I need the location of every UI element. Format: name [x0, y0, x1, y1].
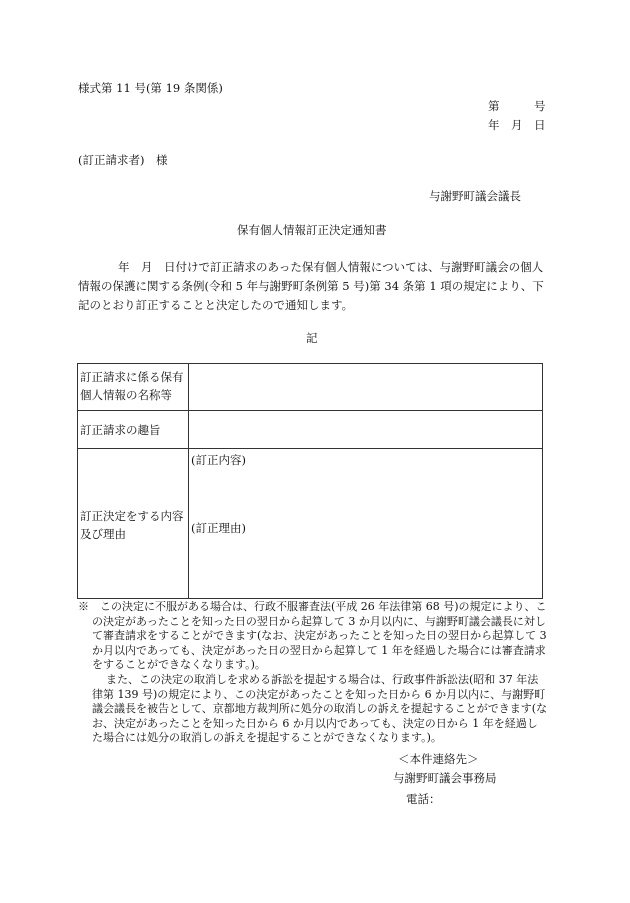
row1-label-line2: 個人情報の名称等 [80, 388, 172, 402]
contact-header: ＜本件連絡先＞ [398, 752, 479, 766]
form-number: 様式第 11 号(第 19 条関係) [78, 81, 223, 95]
table-row [78, 411, 542, 449]
note-paragraph-1: ※ この決定に不服がある場合は、行政不服審査法(平成 26 年法律第 68 号)の規定により、この決定があったことを知った日の翌日から起算して 3 か月以内に、与謝野町議会議長に対して審査請求をすることができます(なお、決定があったことを知った日の翌日から起算して 3 か月以内であっても、決定があった日の翌日から起算して 1 年を経過した場合には審査請求をすることができなくなります。)。 [78, 600, 547, 672]
body-text: 年 月 日付けで訂正請求のあった保有個人情報については、与謝野町議会の個人情報の保護に関する条例(令和 5 年与謝野町条例第 5 号)第 34 条第 1 項の規定により、下記のとおり訂正することと決定したので通知します。 [78, 260, 544, 312]
note-paragraph-2: また、この決定の取消しを求める訴訟を提起する場合は、行政事件訴訟法(昭和 37 年法律第 139 号)の規定により、この決定があったことを知った日から 6 か月以内に、与謝野町議会議長を被告として、京都地方裁判所に処分の取消しの訴えを提起することができます(なお、決定があったことを知った日から 6 か月以内であっても、決定の日から 1 年を経過した場合には処分の取消しの訴えを提起することができなくなります。)。 [92, 672, 548, 745]
page-title: 保有個人情報訂正決定通知書 [237, 223, 387, 237]
ki-label: 記 [306, 331, 318, 345]
issue-date: 年 月 日 [488, 118, 546, 132]
row1-label-line1: 訂正請求に係る保有 [80, 370, 184, 384]
contact-phone: 電話： [406, 792, 441, 806]
row3-label-line2: 及び理由 [80, 527, 126, 541]
document-number: 第 号 [488, 99, 546, 113]
contact-office: 与謝野町議会事務局 [393, 771, 497, 785]
correction-content-label: (訂正内容) [191, 453, 246, 467]
info-table [77, 363, 543, 599]
table-row [78, 364, 542, 411]
row2-label: 訂正請求の趣旨 [80, 423, 161, 437]
row3-label-line1: 訂正決定をする内容 [80, 509, 184, 523]
notes [78, 600, 548, 746]
table-row [78, 449, 542, 598]
correction-reason-label: (訂正理由) [191, 521, 246, 535]
sender: 与謝野町議会議長 [429, 189, 521, 203]
recipient: (訂正請求者) 様 [78, 153, 168, 167]
